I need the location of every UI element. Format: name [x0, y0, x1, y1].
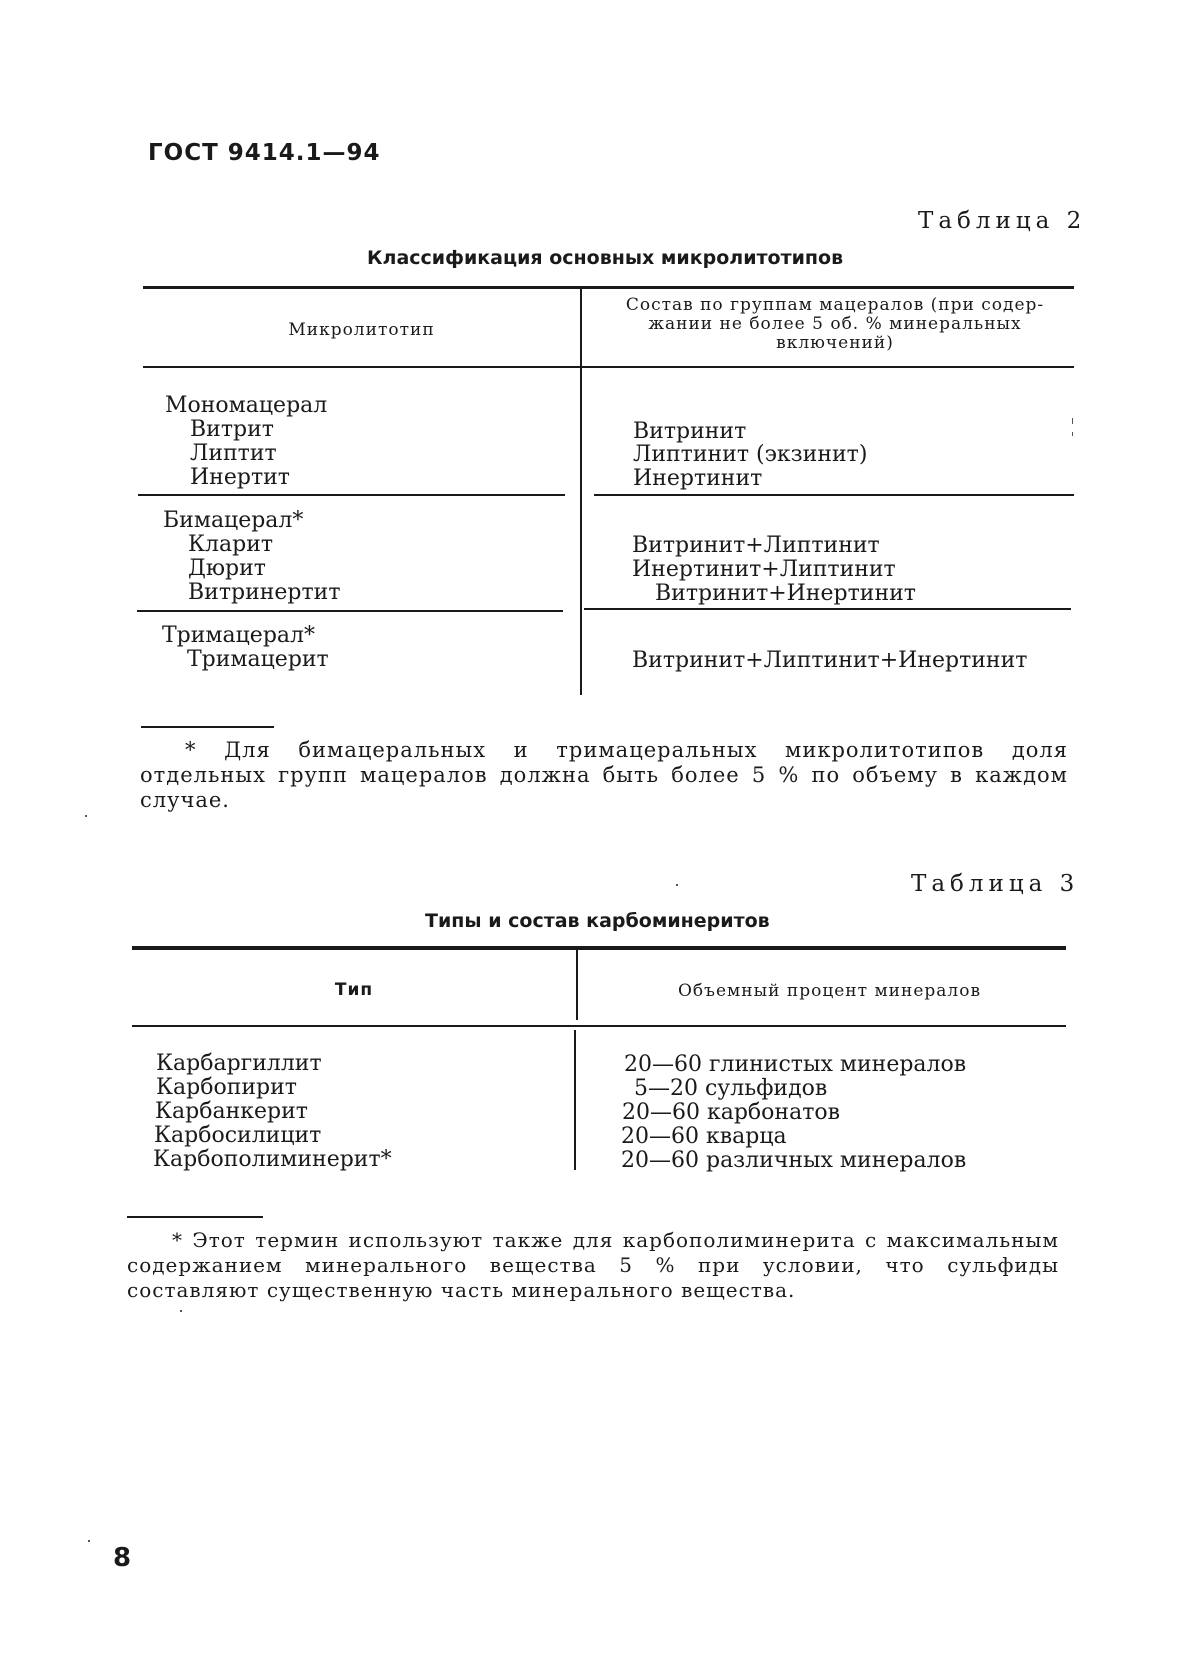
table3-percent: 20—60 различных минералов [621, 1148, 967, 1173]
footnote-rule [141, 726, 274, 728]
table2-group-rule [137, 610, 563, 612]
table2-composition: Инертинит+Липтинит [632, 557, 896, 582]
table3-footnote: * Этот термин используют также для карбополиминерита с максимальным содержанием минерального вещества 5 % при условии, что сульфиды составляют существенную часть минерального вещества. [127, 1228, 1059, 1302]
table2-group-name: Мономацерал [165, 393, 328, 418]
table3-top-rule [132, 946, 1066, 950]
table3-type: Карбосилицит [154, 1123, 322, 1148]
table2-group-rule [138, 494, 565, 496]
table2-group-rule [584, 608, 1071, 610]
table2-group-rule [594, 494, 1074, 496]
table2-type: Дюрит [188, 556, 266, 581]
table2-type: Кларит [188, 532, 274, 557]
table3-percent: 20—60 глинистых минералов [624, 1052, 967, 1077]
table3-type: Карбанкерит [155, 1099, 308, 1124]
table2-type: Тримацерит [187, 647, 329, 672]
scan-speck [1072, 418, 1073, 424]
table3-label: Таблица 3 [911, 871, 1080, 897]
table2-composition: Витринит+Липтинит [632, 533, 880, 558]
table2-type: Витрит [190, 417, 274, 442]
table3-col1-header: Тип [334, 980, 374, 1000]
table3-column-divider [574, 1030, 576, 1170]
table3-percent: 20—60 кварца [621, 1124, 787, 1149]
table2-label: Таблица 2 [918, 208, 1087, 234]
table2-col1-header: Микролитотип [288, 320, 435, 340]
table2-composition: Липтинит (экзинит) [633, 442, 868, 467]
table3-type: Карбопирит [156, 1075, 297, 1100]
table3-column-divider [576, 950, 578, 1020]
page-number: 8 [113, 1543, 132, 1573]
table2-group-name: Тримацерал* [162, 623, 315, 648]
table3-header-rule [132, 1025, 1066, 1027]
table2-column-divider [580, 289, 582, 695]
table3-type: Карбаргиллит [156, 1051, 322, 1076]
scan-speck [88, 1540, 90, 1542]
standard-header: ГОСТ 9414.1—94 [148, 140, 381, 166]
table3-type: Карбополиминерит* [153, 1147, 392, 1172]
table2-composition: Витринит+Инертинит [655, 581, 916, 606]
table2-composition: Инертинит [633, 466, 763, 491]
table2-type: Инертит [190, 465, 290, 490]
table3-title: Типы и состав карбоминеритов [425, 910, 770, 932]
table3-percent: 5—20 сульфидов [634, 1076, 828, 1101]
scan-speck [676, 884, 678, 886]
scan-speck [85, 815, 87, 817]
table2-group-name: Бимацерал* [163, 508, 304, 533]
table2-composition: Витринит+Липтинит+Инертинит [632, 648, 1028, 673]
table2-composition: Витринит [633, 419, 747, 444]
table2-title: Классификация основных микролитотипов [367, 247, 844, 269]
table2-type: Липтит [190, 441, 277, 466]
footnote-rule [127, 1216, 263, 1218]
table2-col2-header: Состав по группам мацералов (при содер- жании не более 5 об. % минеральных включений) [625, 295, 1045, 353]
table2-type: Витринертит [188, 580, 341, 605]
table3-percent: 20—60 карбонатов [622, 1100, 841, 1125]
scan-speck [180, 1310, 182, 1312]
table2-top-rule [143, 286, 1074, 289]
scan-speck [1072, 432, 1073, 436]
table2-header-rule [143, 366, 1074, 368]
table2-footnote: * Для бимацеральных и тримацеральных микролитотипов доля отдельных групп мацералов должна быть более 5 % по объему в каждом случае. [140, 738, 1068, 812]
table3-col2-header: Объемный процент минералов [678, 981, 982, 1001]
